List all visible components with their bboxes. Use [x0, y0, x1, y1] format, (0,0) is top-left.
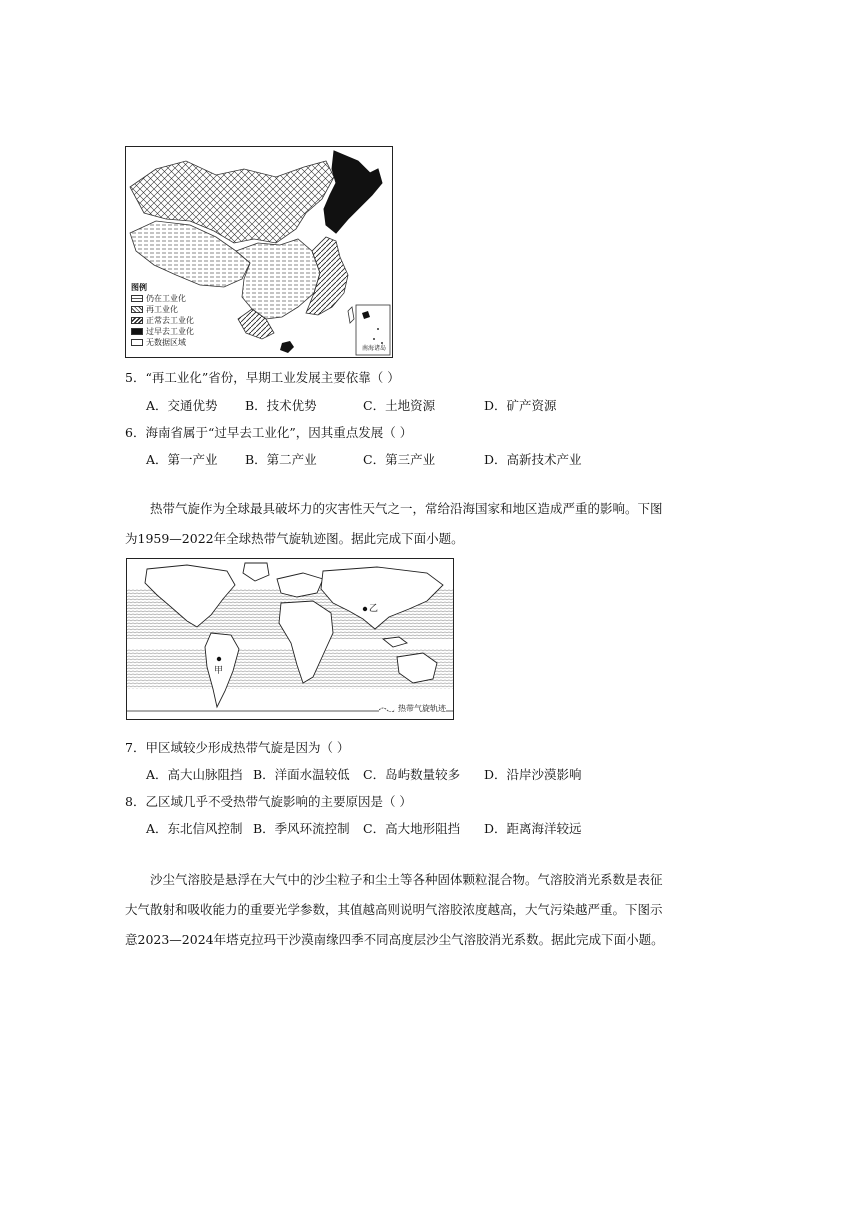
legend-row-still-industrializing [131, 293, 194, 304]
inset-label: 南海诸岛 [362, 345, 387, 352]
question-8-option-b: B．季风环流控制 [253, 821, 350, 836]
track-legend-icon [379, 706, 395, 712]
question-8-option-d: D．距离海洋较远 [484, 821, 582, 836]
still-industrializing-central [236, 239, 320, 319]
legend-row-no-data [131, 337, 194, 348]
question-7-option-c: C．岛屿数量较多 [363, 767, 461, 782]
marker-jia [217, 657, 221, 661]
hainan-island [280, 341, 294, 353]
premature-deindustrialization-northeast [324, 151, 382, 233]
question-7-option-d: D．沿岸沙漠影响 [484, 767, 582, 782]
question-6-option-d: D．高新技术产业 [484, 452, 582, 467]
question-5-option-a: A．交通优势 [146, 398, 218, 413]
legend-swatch-blank [131, 339, 143, 346]
question-8-option-c: C．高大地形阻挡 [363, 821, 461, 836]
legend-title: 图例 [131, 283, 147, 292]
question-6-option-c: C．第三产业 [363, 452, 436, 467]
question-6-stem: 6．海南省属于“过早去工业化”，因其重点发展（ ） [125, 425, 413, 440]
question-5-option-b: B．技术优势 [245, 398, 317, 413]
legend-label: 再工业化 [146, 305, 178, 314]
question-8-option-a: A．东北信风控制 [146, 821, 243, 836]
taiwan-island [348, 307, 354, 323]
question-7-stem: 7．甲区域较少形成热带气旋是因为（ ） [125, 740, 350, 755]
passage-dust-aerosol: 沙尘气溶胶是悬浮在大气中的沙尘粒子和尘土等各种固体颗粒混合物。气溶胶消光系数是表征大气散射和吸收能力的重要光学参数，其值越高则说明气溶胶浓度越高，大气污染越严重。下图示意2023—2024年塔克拉玛干沙漠南缘四季不同高度层沙尘气溶胶消光系数。据此完成下面小题。 [125, 872, 664, 947]
world-map-drawing [127, 559, 453, 719]
question-6-option-a: A．第一产业 [146, 452, 218, 467]
map2-legend-label: 热带气旋轨迹 [398, 704, 446, 713]
legend-swatch-solid [131, 328, 143, 335]
legend-label: 过早去工业化 [146, 327, 194, 336]
legend-row-premature-deindustrialization [131, 326, 194, 337]
question-8-stem: 8．乙区域几乎不受热带气旋影响的主要原因是（ ） [125, 794, 412, 809]
question-5-stem: 5．“再工业化”省份，早期工业发展主要依靠（ ） [125, 370, 400, 385]
question-7-option-b: B．洋面水温较低 [253, 767, 350, 782]
legend-label: 无数据区域 [146, 338, 186, 347]
legend-swatch-diagonal [131, 317, 143, 324]
question-6-option-b: B．第二产业 [245, 452, 317, 467]
legend-swatch-horizontal [131, 295, 143, 302]
question-7-option-a: A．高大山脉阻挡 [146, 767, 243, 782]
question-5-option-d: D．矿产资源 [484, 398, 557, 413]
label-yi: 乙 [369, 604, 379, 614]
map1-legend [131, 282, 194, 348]
passage-tropical-cyclone: 热带气旋作为全球最具破坏力的灾害性天气之一，常给沿海国家和地区造成严重的影响。下图为1959—2022年全球热带气旋轨迹图。据此完成下面小题。 [125, 501, 663, 546]
legend-label: 正常去工业化 [146, 316, 194, 325]
map2-legend [379, 703, 446, 714]
europe [277, 573, 323, 597]
legend-row-reindustrialization [131, 304, 194, 315]
marker-yi [363, 607, 367, 611]
label-jia: 甲 [214, 666, 224, 676]
legend-row-normal-deindustrialization [131, 315, 194, 326]
question-5-option-c: C．土地资源 [363, 398, 436, 413]
china-industrialization-map [125, 146, 393, 358]
legend-swatch-crosshatch [131, 306, 143, 313]
legend-label: 仍在工业化 [146, 294, 186, 303]
world-cyclone-track-map [126, 558, 454, 720]
greenland [243, 563, 269, 581]
